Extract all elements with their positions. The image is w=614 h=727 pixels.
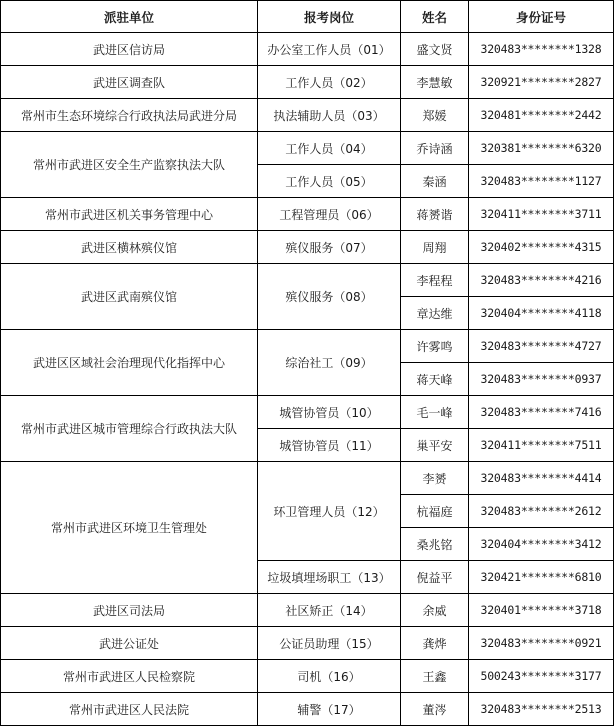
id-cell: 320421********6810 — [469, 561, 614, 594]
name-cell: 许雾鸣 — [401, 330, 469, 363]
name-cell: 巢平安 — [401, 429, 469, 462]
name-cell: 蒋天峰 — [401, 363, 469, 396]
name-cell: 郑媛 — [401, 99, 469, 132]
name-cell: 周翔 — [401, 231, 469, 264]
id-cell: 320483********4414 — [469, 462, 614, 495]
id-cell: 320483********7416 — [469, 396, 614, 429]
unit-cell: 武进区司法局 — [1, 594, 258, 627]
id-cell: 320402********4315 — [469, 231, 614, 264]
position-cell: 辅警（17） — [258, 693, 401, 726]
position-cell: 城管协管员（11） — [258, 429, 401, 462]
id-cell: 320483********0921 — [469, 627, 614, 660]
table-row — [1, 396, 614, 429]
name-cell: 杭福庭 — [401, 495, 469, 528]
name-cell: 倪益平 — [401, 561, 469, 594]
position-cell: 工程管理员（06） — [258, 198, 401, 231]
id-cell: 320921********2827 — [469, 66, 614, 99]
position-cell: 司机（16） — [258, 660, 401, 693]
name-cell: 章达维 — [401, 297, 469, 330]
table-row — [1, 66, 614, 99]
id-cell: 320483********1328 — [469, 33, 614, 66]
unit-cell: 武进区调查队 — [1, 66, 258, 99]
table-row — [1, 99, 614, 132]
position-cell: 综治社工（09） — [258, 330, 401, 396]
position-cell: 社区矫正（14） — [258, 594, 401, 627]
name-cell: 桑兆铭 — [401, 528, 469, 561]
id-cell: 320483********4216 — [469, 264, 614, 297]
unit-cell: 武进区区域社会治理现代化指挥中心 — [1, 330, 258, 396]
header-row — [1, 1, 614, 33]
name-cell: 余威 — [401, 594, 469, 627]
name-cell: 盛文贤 — [401, 33, 469, 66]
table-row — [1, 198, 614, 231]
name-cell: 李赟 — [401, 462, 469, 495]
position-cell: 执法辅助人员（03） — [258, 99, 401, 132]
position-cell: 殡仪服务（07） — [258, 231, 401, 264]
unit-cell: 常州市生态环境综合行政执法局武进分局 — [1, 99, 258, 132]
name-cell: 龚烨 — [401, 627, 469, 660]
name-cell: 王鑫 — [401, 660, 469, 693]
unit-cell: 武进区武南殡仪馆 — [1, 264, 258, 330]
id-cell: 320483********4727 — [469, 330, 614, 363]
position-cell: 殡仪服务（08） — [258, 264, 401, 330]
id-cell: 320483********2513 — [469, 693, 614, 726]
unit-cell: 常州市武进区安全生产监察执法大队 — [1, 132, 258, 198]
position-cell: 城管协管员（10） — [258, 396, 401, 429]
unit-cell: 常州市武进区人民法院 — [1, 693, 258, 726]
id-cell: 320404********3412 — [469, 528, 614, 561]
unit-cell: 武进区信访局 — [1, 33, 258, 66]
id-cell: 320401********3718 — [469, 594, 614, 627]
table-row — [1, 627, 614, 660]
id-cell: 320483********1127 — [469, 165, 614, 198]
unit-cell: 常州市武进区人民检察院 — [1, 660, 258, 693]
header-name: 姓名 — [401, 1, 469, 33]
name-cell: 李程程 — [401, 264, 469, 297]
header-unit: 派驻单位 — [1, 1, 258, 33]
id-cell: 500243********3177 — [469, 660, 614, 693]
table-row — [1, 231, 614, 264]
position-cell: 办公室工作人员（01） — [258, 33, 401, 66]
name-cell: 毛一峰 — [401, 396, 469, 429]
position-cell: 工作人员（04） — [258, 132, 401, 165]
position-cell: 工作人员（02） — [258, 66, 401, 99]
table-row — [1, 132, 614, 165]
id-cell: 320483********0937 — [469, 363, 614, 396]
unit-cell: 常州市武进区城市管理综合行政执法大队 — [1, 396, 258, 462]
table-row — [1, 693, 614, 726]
id-cell: 320411********3711 — [469, 198, 614, 231]
header-id-number: 身份证号 — [469, 1, 614, 33]
unit-cell: 常州市武进区环境卫生管理处 — [1, 462, 258, 594]
position-cell: 公证员助理（15） — [258, 627, 401, 660]
name-cell: 李慧敏 — [401, 66, 469, 99]
table-row — [1, 462, 614, 495]
name-cell: 乔诗涵 — [401, 132, 469, 165]
unit-cell: 武进区横林殡仪馆 — [1, 231, 258, 264]
name-cell: 秦涵 — [401, 165, 469, 198]
table-row — [1, 660, 614, 693]
name-cell: 董涔 — [401, 693, 469, 726]
table-row — [1, 330, 614, 363]
position-cell: 垃圾填埋场职工（13） — [258, 561, 401, 594]
id-cell: 320411********7511 — [469, 429, 614, 462]
id-cell: 320481********2442 — [469, 99, 614, 132]
table-row — [1, 264, 614, 297]
id-cell: 320483********2612 — [469, 495, 614, 528]
id-cell: 320381********6320 — [469, 132, 614, 165]
position-cell: 工作人员（05） — [258, 165, 401, 198]
table-row — [1, 594, 614, 627]
position-cell: 环卫管理人员（12） — [258, 462, 401, 561]
header-position: 报考岗位 — [258, 1, 401, 33]
unit-cell: 武进公证处 — [1, 627, 258, 660]
unit-cell: 常州市武进区机关事务管理中心 — [1, 198, 258, 231]
id-cell: 320404********4118 — [469, 297, 614, 330]
table-row — [1, 33, 614, 66]
name-cell: 蒋赟谐 — [401, 198, 469, 231]
